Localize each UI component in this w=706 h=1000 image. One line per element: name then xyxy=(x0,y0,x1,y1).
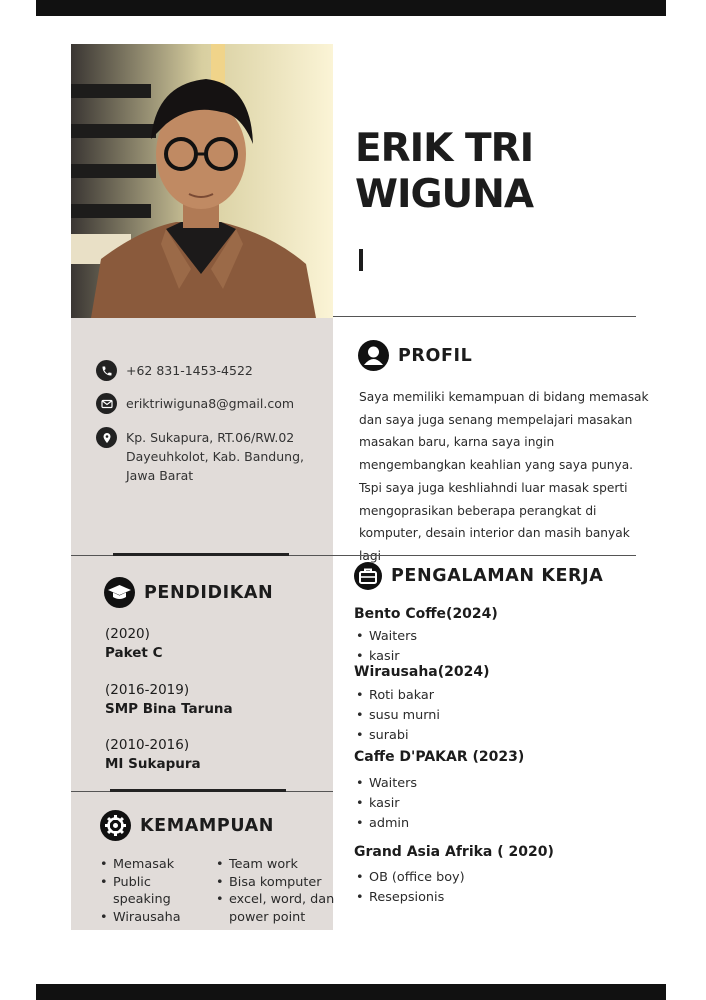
job-duty: • kasir xyxy=(356,794,417,814)
profile-heading-text: PROFIL xyxy=(398,345,473,366)
education-school: MI Sukapura xyxy=(105,756,201,772)
contact-email xyxy=(96,393,294,414)
education-year: (2016-2019) xyxy=(105,682,190,698)
education-year: (2010-2016) xyxy=(105,737,190,753)
job-duty: • Roti bakar xyxy=(356,686,440,706)
job-title: Wirausaha(2024) xyxy=(354,664,490,680)
profile-heading xyxy=(358,340,472,371)
education-year: (2020) xyxy=(105,626,150,642)
skill-item: • Bisa komputer xyxy=(216,874,336,892)
bottom-border-bar xyxy=(36,984,666,1000)
skill-item: • Memasak xyxy=(100,856,206,874)
skill-item: • Wirausaha xyxy=(100,909,206,927)
contact-phone xyxy=(96,360,253,381)
job-title: Grand Asia Afrika ( 2020) xyxy=(354,844,554,860)
skills-heading-text: KEMAMPUAN xyxy=(140,815,274,836)
job-duties xyxy=(356,868,465,908)
email-address: eriktriwiguna8@gmail.com xyxy=(126,396,295,411)
skills-list xyxy=(100,856,336,926)
education-item xyxy=(105,736,201,774)
full-name xyxy=(355,126,533,218)
job-duties xyxy=(356,774,417,834)
education-item xyxy=(105,625,162,663)
phone-icon xyxy=(96,360,117,381)
name-line-2: WIGUNA xyxy=(355,172,534,217)
job-duties xyxy=(356,686,440,746)
job-duty: • Waiters xyxy=(356,627,417,647)
skills-column-2 xyxy=(216,856,336,926)
education-school: Paket C xyxy=(105,645,163,661)
location-icon xyxy=(96,427,117,448)
contact-address xyxy=(96,427,332,485)
address-text: Kp. Sukapura, RT.06/RW.02 Dayeuhkolot, Kab. Bandung, Jawa Barat xyxy=(126,430,304,483)
job-duty: • Waiters xyxy=(356,774,417,794)
education-heading-text: PENDIDIKAN xyxy=(144,582,274,603)
education-item xyxy=(105,681,233,719)
profile-photo xyxy=(71,44,333,318)
graduation-cap-icon xyxy=(104,577,135,608)
job-duty: • susu murni xyxy=(356,706,440,726)
email-icon xyxy=(96,393,117,414)
text-cursor-mark xyxy=(359,249,363,271)
user-icon xyxy=(358,340,389,371)
job-duty: • Resepsionis xyxy=(356,888,465,908)
skill-item: • Public speaking xyxy=(100,874,206,909)
job-duty: • admin xyxy=(356,814,417,834)
skill-item: • Team work xyxy=(216,856,336,874)
experience-heading-text: PENGALAMAN KERJA xyxy=(391,566,604,586)
skills-heading xyxy=(100,810,274,841)
experience-heading xyxy=(354,562,603,590)
divider-header xyxy=(333,316,636,317)
name-line-1: ERIK TRI xyxy=(355,126,534,171)
job-duty: • surabi xyxy=(356,726,440,746)
divider-lower-accent xyxy=(110,789,286,792)
skills-column-1 xyxy=(100,856,206,926)
briefcase-icon xyxy=(354,562,382,590)
job-duty: • kasir xyxy=(356,647,417,667)
job-title: Caffe D'PAKAR (2023) xyxy=(354,749,525,765)
job-duty: • OB (office boy) xyxy=(356,868,465,888)
profile-paragraph: Saya memiliki kemampuan di bidang memasak dan saya juga senang mempelajari masakan masakan baru, karna saya ingin mengembangkan keahlian yang saya punya. Tspi saya juga keshliahndi luar masak sperti mengoprasikan beberapa perangkat di komputer, desain interior dan masih banyak xyxy=(359,390,649,541)
phone-number: +62 831-1453-4522 xyxy=(126,363,253,378)
job-title: Bento Coffe(2024) xyxy=(354,606,498,622)
skill-item: • excel, word, dan power point xyxy=(216,891,336,926)
education-school: SMP Bina Taruna xyxy=(105,701,233,717)
gear-icon xyxy=(100,810,131,841)
divider-middle-accent xyxy=(113,553,289,556)
job-duties xyxy=(356,627,417,667)
education-heading xyxy=(104,577,273,608)
top-border-bar xyxy=(36,0,666,16)
